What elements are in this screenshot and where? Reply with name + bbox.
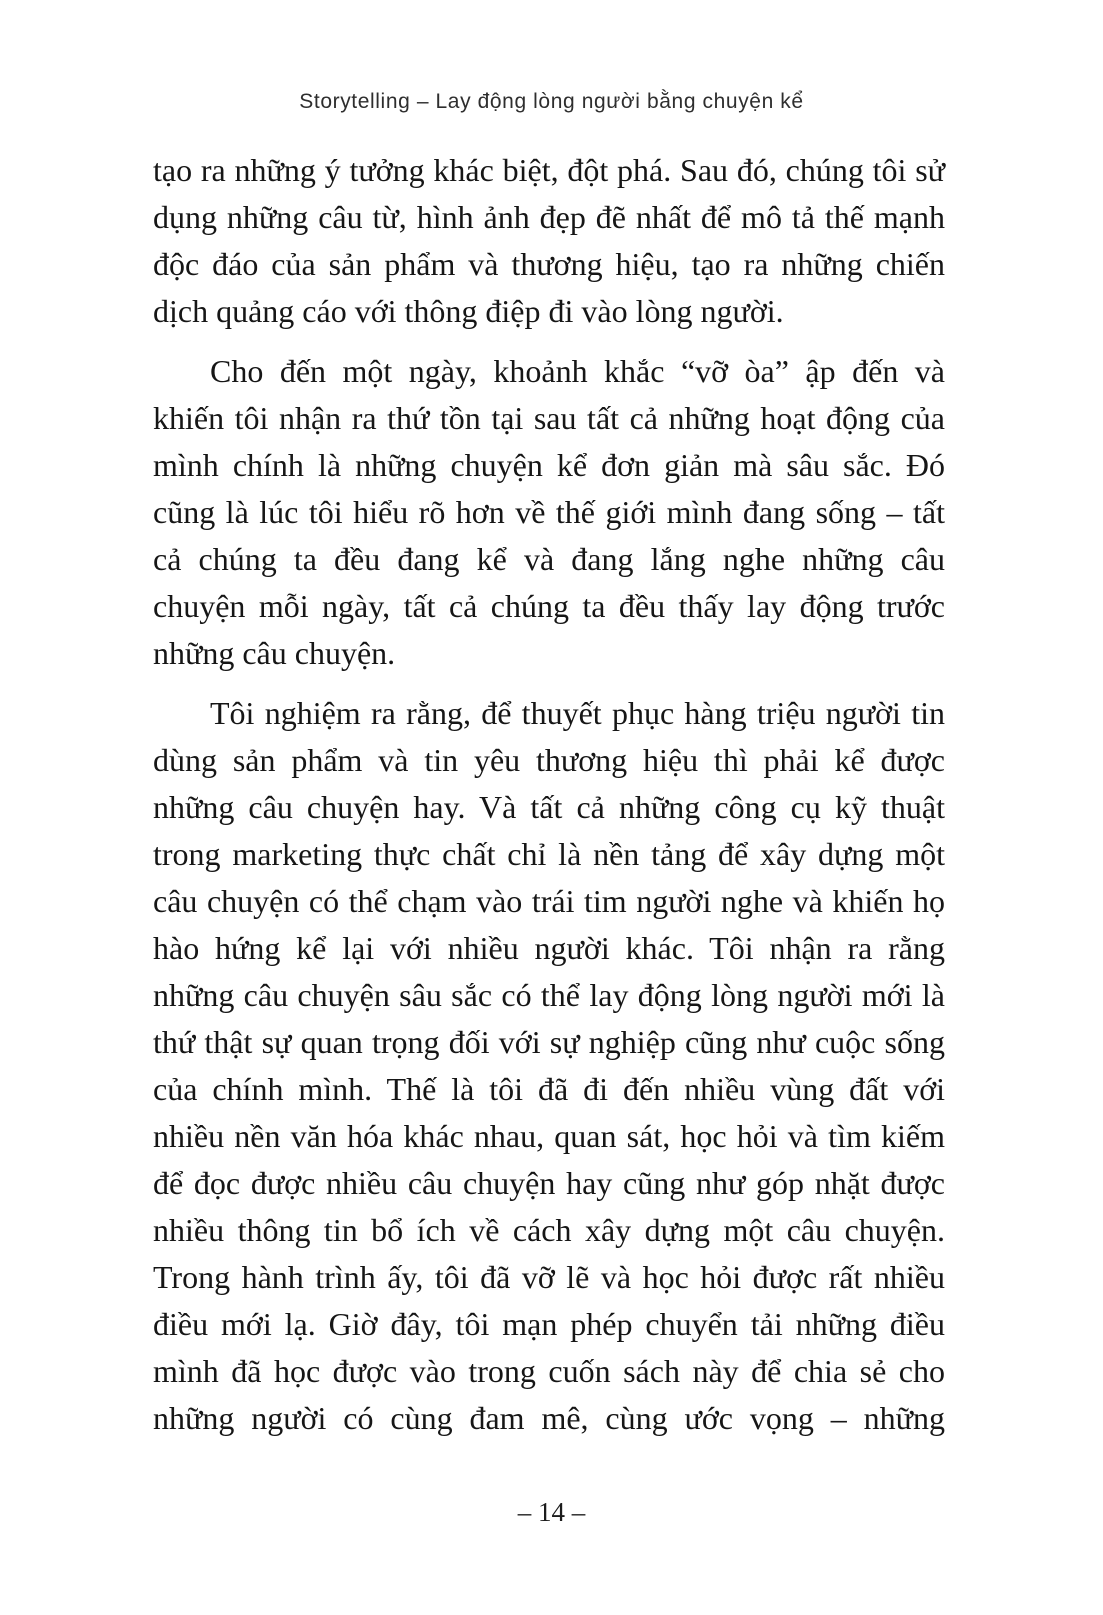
text-line: Trong hành trình ấy, tôi đã vỡ lẽ và học hỏi được rất nhiều bbox=[153, 1259, 945, 1295]
text-line: Cho đến một ngày, khoảnh khắc “vỡ òa” ập đến và bbox=[210, 353, 945, 389]
text-line: những câu chuyện sâu sắc có thể lay động lòng người mới là bbox=[153, 977, 945, 1013]
text-line: nhiều thông tin bổ ích về cách xây dựng một câu chuyện. bbox=[153, 1212, 945, 1248]
text-line: mình chính là những chuyện kể đơn giản mà sâu sắc. Đó bbox=[153, 447, 945, 483]
text-line: của chính mình. Thế là tôi đã đi đến nhiều vùng đất với bbox=[153, 1071, 945, 1107]
text-line: điều mới lạ. Giờ đây, tôi mạn phép chuyển tải những điều bbox=[153, 1306, 945, 1342]
text-line: tạo ra những ý tưởng khác biệt, đột phá. Sau đó, chúng tôi sử bbox=[153, 152, 945, 188]
text-line: để đọc được nhiều câu chuyện hay cũng như góp nhặt được bbox=[153, 1165, 945, 1201]
running-header: Storytelling – Lay động lòng người bằng chuyện kể bbox=[299, 90, 804, 113]
text-line: trong marketing thực chất chỉ là nền tảng để xây dựng một bbox=[153, 836, 945, 872]
text-line: câu chuyện có thể chạm vào trái tim người nghe và khiến họ bbox=[153, 883, 945, 919]
text-line: những câu chuyện hay. Và tất cả những công cụ kỹ thuật bbox=[153, 789, 945, 825]
text-line: cả chúng ta đều đang kể và đang lắng nghe những câu bbox=[153, 541, 945, 577]
paragraph bbox=[153, 690, 945, 1442]
text-line: dụng những câu từ, hình ảnh đẹp đẽ nhất để mô tả thế mạnh bbox=[153, 199, 945, 235]
text-line: những câu chuyện. bbox=[153, 635, 396, 671]
body-text bbox=[153, 147, 945, 1442]
text-line: độc đáo của sản phẩm và thương hiệu, tạo ra những chiến bbox=[153, 246, 945, 282]
paragraph bbox=[153, 348, 945, 677]
page-number: – 14 – bbox=[517, 1497, 586, 1527]
text-line: mình đã học được vào trong cuốn sách này để chia sẻ cho bbox=[153, 1353, 945, 1389]
text-line: hào hứng kể lại với nhiều người khác. Tôi nhận ra rằng bbox=[153, 930, 945, 966]
text-line: cũng là lúc tôi hiểu rõ hơn về thế giới mình đang sống – tất bbox=[153, 494, 945, 530]
text-line: dùng sản phẩm và tin yêu thương hiệu thì phải kể được bbox=[153, 742, 945, 778]
text-line: những người có cùng đam mê, cùng ước vọng – những bbox=[153, 1400, 945, 1436]
text-line: dịch quảng cáo với thông điệp đi vào lòng người. bbox=[153, 293, 784, 329]
paragraph bbox=[153, 147, 945, 335]
text-line: chuyện mỗi ngày, tất cả chúng ta đều thấy lay động trước bbox=[153, 588, 945, 624]
text-line: khiến tôi nhận ra thứ tồn tại sau tất cả những hoạt động của bbox=[153, 400, 945, 436]
text-line: thứ thật sự quan trọng đối với sự nghiệp cũng như cuộc sống bbox=[153, 1024, 945, 1060]
text-line: nhiều nền văn hóa khác nhau, quan sát, học hỏi và tìm kiếm bbox=[153, 1118, 945, 1154]
text-line: Tôi nghiệm ra rằng, để thuyết phục hàng triệu người tin bbox=[210, 695, 945, 731]
